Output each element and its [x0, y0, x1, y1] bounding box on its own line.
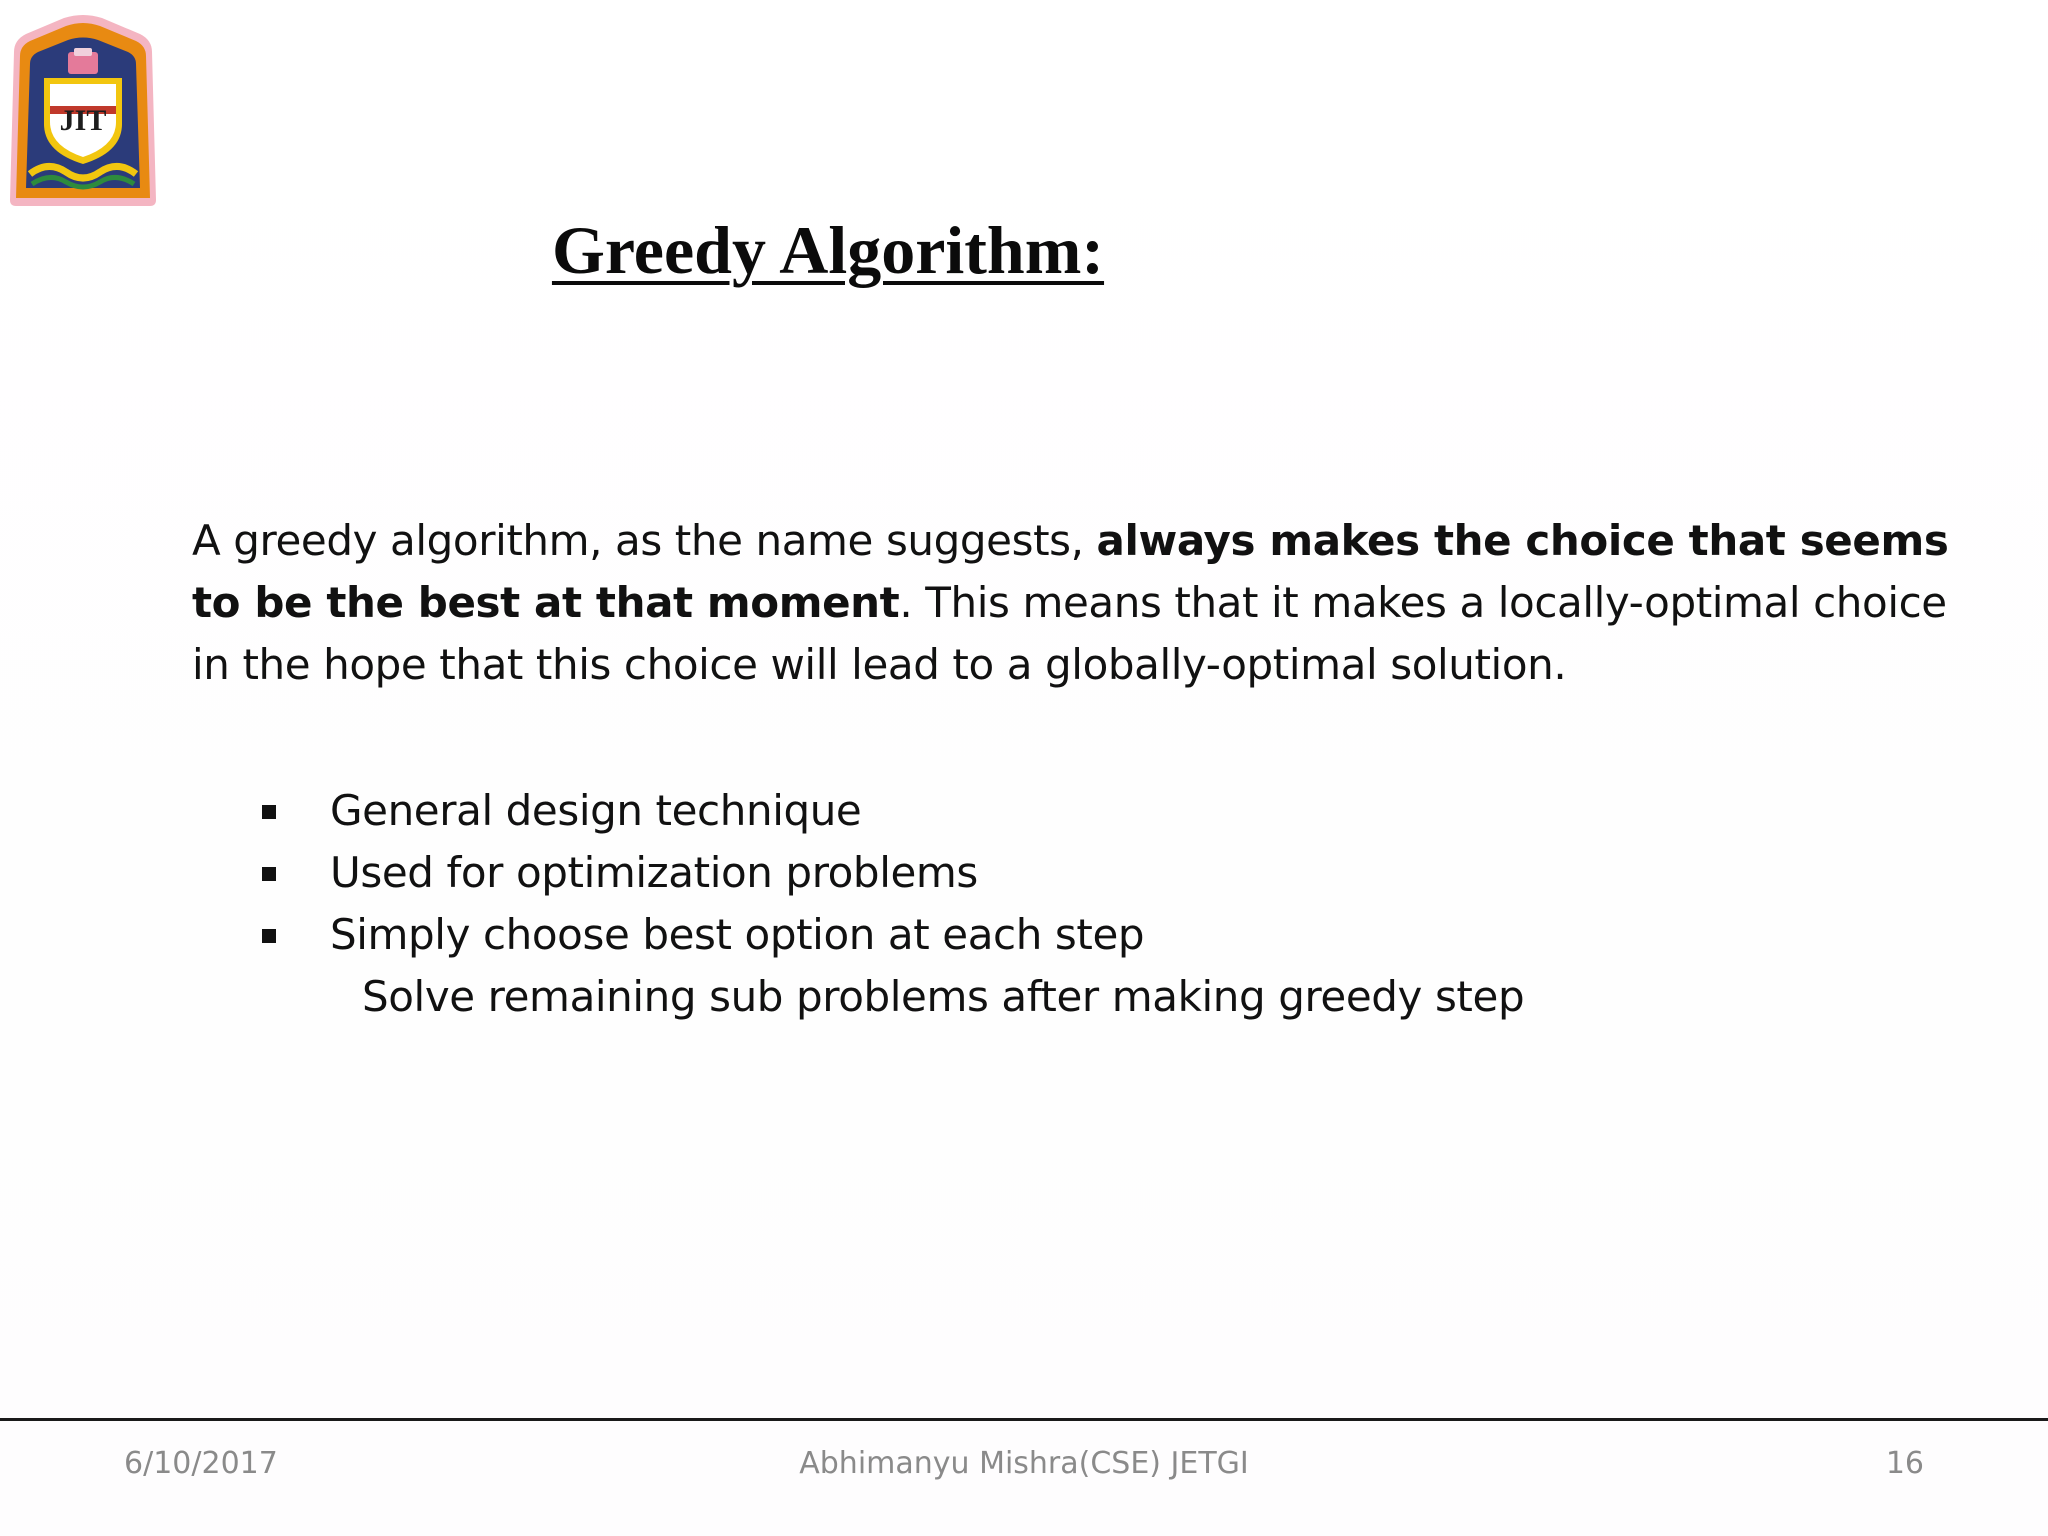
bullet-text: Simply choose best option at each step — [330, 910, 1145, 959]
svg-text:JIT: JIT — [59, 104, 107, 137]
list-item — [262, 780, 1962, 842]
footer-author: Abhimanyu Mishra(CSE) JETGI — [799, 1446, 1249, 1481]
page-number: 16 — [1885, 1446, 1924, 1481]
institute-crest-icon — [4, 12, 162, 208]
list-item — [262, 904, 1962, 966]
bullet-sub-line: Solve remaining sub problems after making greedy step — [362, 972, 1525, 1021]
footer-date: 6/10/2017 — [124, 1446, 278, 1481]
bullet-text: General design technique — [330, 786, 862, 835]
square-bullet-icon — [262, 805, 276, 819]
intro-paragraph — [192, 510, 1992, 696]
paragraph-intro: A greedy algorithm, as the name suggests, — [192, 516, 1097, 565]
square-bullet-icon — [262, 929, 276, 943]
slide-title: Greedy Algorithm: — [551, 212, 1105, 288]
footer-divider — [0, 1418, 2048, 1421]
bullet-list — [262, 780, 1962, 1028]
institute-logo — [4, 12, 162, 208]
paragraph-bold: always makes the choice that seems to be the best at that moment — [192, 516, 1949, 627]
list-item — [262, 842, 1962, 904]
square-bullet-icon — [262, 867, 276, 881]
bullet-text: Used for optimization problems — [330, 848, 978, 897]
paragraph-rest: . This means that it makes a locally-optimal choice in the hope that this choice will lead to a globally-optimal solution. — [192, 578, 1947, 689]
